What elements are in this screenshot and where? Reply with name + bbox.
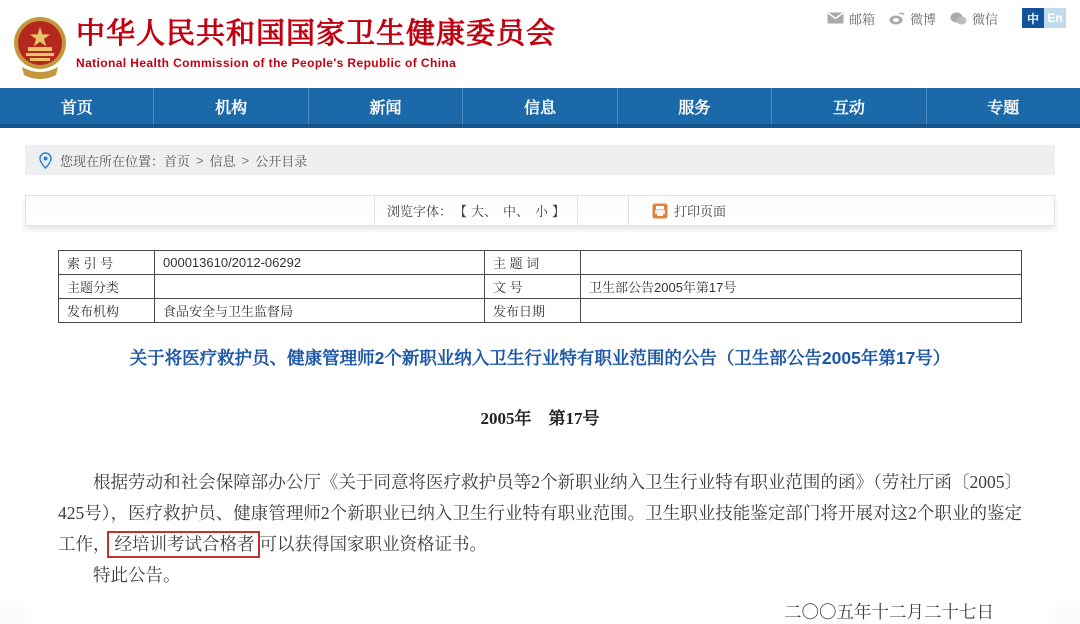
announcement-paragraph-2: 特此公告。: [93, 565, 181, 585]
language-switch: [1022, 8, 1066, 28]
mail-icon: [827, 12, 844, 24]
meta-value-index-number: 000013610/2012-06292: [155, 251, 485, 275]
meta-label-issuing-agency: 发布机构: [59, 299, 155, 323]
lang-chinese-button[interactable]: 中: [1022, 8, 1044, 28]
meta-value-publish-date: [581, 299, 1022, 323]
meta-value-subject-words: [581, 251, 1022, 275]
site-header: [0, 0, 1080, 88]
meta-label-subject-words: 主 题 词: [485, 251, 581, 275]
page-toolbar: [25, 195, 1055, 226]
wechat-label: 微信: [971, 11, 998, 27]
announcement-body: [58, 467, 1022, 591]
nav-item-topics[interactable]: 专题: [987, 99, 1020, 117]
toolbar-divider: [577, 196, 578, 225]
nav-item-interaction[interactable]: 互动: [772, 88, 926, 124]
announcement-date: 二〇〇五年十二月二十七日: [784, 602, 994, 622]
wechat-icon: [950, 12, 967, 25]
national-emblem-logo: [12, 15, 68, 79]
highlighted-phrase: 经培训考试合格者: [107, 531, 260, 558]
brand: [76, 18, 556, 69]
announcement-paragraph-1: [58, 467, 1022, 560]
font-size-small-button[interactable]: 小: [535, 204, 549, 219]
font-size-large-button[interactable]: 大、: [470, 204, 497, 219]
main-nav: [0, 88, 1080, 128]
meta-value-topic-category: [155, 275, 485, 299]
table-row: [59, 275, 1022, 299]
table-row: [59, 299, 1022, 323]
content-panel: [25, 195, 1055, 624]
print-page-label: 打印页面: [673, 204, 726, 219]
nav-item-news[interactable]: 新闻: [309, 88, 463, 124]
meta-label-document-number: 文 号: [485, 275, 581, 299]
meta-label-topic-category: 主题分类: [59, 275, 155, 299]
location-pin-icon: [39, 152, 52, 169]
font-size-medium-button[interactable]: 中、: [503, 204, 530, 219]
print-page-button[interactable]: [629, 201, 749, 220]
breadcrumb-information[interactable]: 信息: [209, 153, 236, 169]
breadcrumb-public-catalog[interactable]: 公开目录: [255, 153, 308, 169]
site-title-en: National Health Commission of the People's Republic of China: [76, 55, 457, 70]
paragraph-text: 可以获得国家职业资格证书。: [259, 534, 487, 554]
meta-label-publish-date: 发布日期: [485, 299, 581, 323]
announcement-title: 关于将医疗救护员、健康管理师2个新职业纳入卫生行业特有职业范围的公告（卫生部公告2005年第17号）: [129, 348, 951, 368]
header-links: [827, 8, 1066, 28]
meta-label-index-number: 索 引 号: [59, 251, 155, 275]
table-row: [59, 251, 1022, 275]
mail-label: 邮箱: [848, 11, 875, 27]
meta-value-issuing-agency: 食品安全与卫生监督局: [155, 299, 485, 323]
document-meta-table: [58, 250, 1022, 323]
breadcrumb-home[interactable]: 首页: [164, 153, 191, 169]
font-size-label: 浏览字体：: [386, 204, 452, 219]
nav-item-institution[interactable]: 机构: [154, 88, 308, 124]
nav-item-information[interactable]: 信息: [463, 88, 617, 124]
breadcrumb-prefix: 您现在所在位置：: [60, 153, 165, 169]
bracket-open: 【: [453, 204, 467, 219]
wechat-link[interactable]: [950, 9, 998, 28]
font-size-control: [375, 201, 577, 220]
bracket-close: 】: [552, 204, 566, 219]
nav-item-service[interactable]: 服务: [618, 88, 772, 124]
paragraph-text: 根据劳动和社会保障部办公厅《关于同意将医疗救护员等2个新职业纳入卫生行业特有职业范围的函》（劳社厅函〔2005〕425号），医疗救护员、健康管理师2个新职业已纳入卫生行业特有职业范围。卫生职业技能鉴定部门将开展对这2个职业的鉴定工作，: [58, 472, 1022, 554]
meta-value-document-number: 卫生部公告2005年第17号: [581, 275, 1022, 299]
announcement-document: [25, 345, 1055, 624]
weibo-link[interactable]: [889, 9, 936, 28]
breadcrumb: [25, 145, 1055, 175]
lang-english-button[interactable]: En: [1044, 8, 1066, 28]
announcement-number: 2005年 第17号: [480, 409, 600, 428]
mail-link[interactable]: [827, 9, 875, 28]
site-title-cn: 中华人民共和国国家卫生健康委员会: [76, 18, 557, 51]
weibo-label: 微博: [909, 11, 936, 27]
printer-icon: [652, 203, 668, 219]
weibo-icon: [889, 11, 905, 25]
breadcrumb-separator: >: [241, 152, 250, 168]
breadcrumb-separator: >: [196, 152, 204, 168]
nav-item-home[interactable]: 首页: [0, 88, 154, 124]
